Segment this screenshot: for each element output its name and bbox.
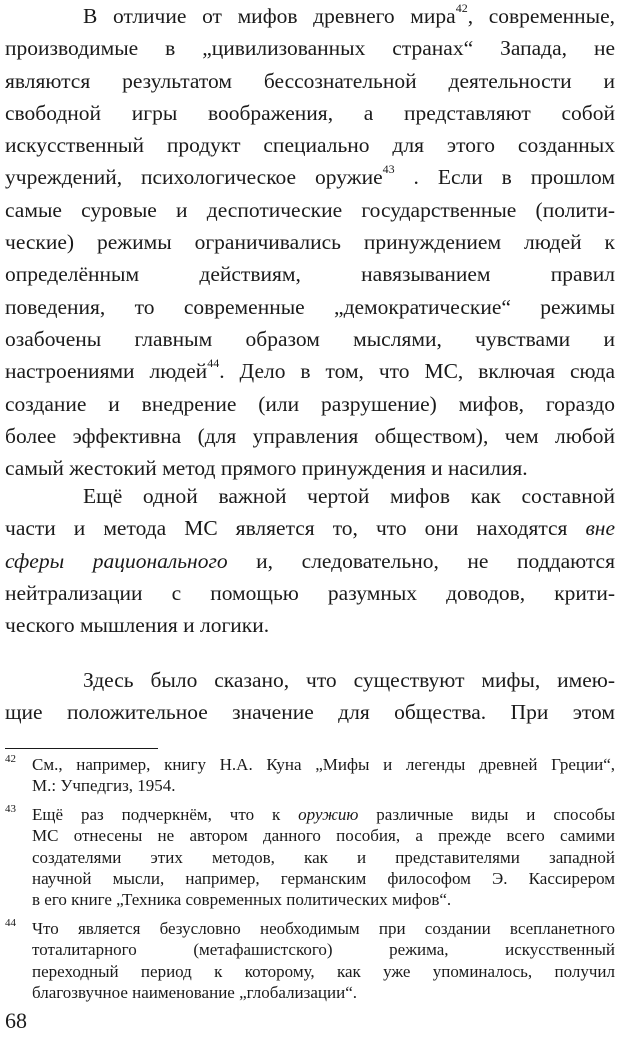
footnote-line: в его книге „Техника современных политических мифов“. [32, 890, 452, 910]
text-line: являются результатом бессознательной деятельности и [5, 68, 615, 93]
paragraph-3 [5, 664, 615, 729]
text-line: нейтрализации с помощью разумных доводов, крити- [5, 580, 615, 605]
footnote-ref-43[interactable]: 43 [382, 162, 395, 177]
text-line: ческие) режимы ограничивались принуждением людей к [5, 230, 615, 255]
footnote-number: 43 [5, 803, 16, 815]
footnote-line: создателями этих методов, как и представителями западной [32, 847, 615, 867]
footnote-line: научной мысли, например, германским философом Э. Кассирером [32, 868, 615, 888]
text-line: В отличие от мифов древнего мира$^{42}$, современные, [83, 1, 615, 28]
paragraph-2 [5, 480, 615, 641]
footnote-line: См., например, книгу Н.А. Куна „Мифы и легенды древней Греции“, [32, 755, 615, 774]
footnote-number: 42 [5, 753, 16, 765]
footnote-line: переходный период к которому, как уже упоминалось, получил [32, 961, 615, 981]
footnote-line: тоталитарного (метафашистского) режима, искусственный [32, 940, 615, 960]
footnote-line: Что является безусловно необходимым при создании всепланетного [32, 919, 615, 938]
text-line: самый жестокий метод прямого принуждения и насилия. [5, 456, 528, 481]
text-line: самые суровые и деспотические государственные (полити- [5, 197, 615, 222]
text-line: более эффективна (для управления обществом), чем любой [5, 423, 615, 448]
footnote-44 [5, 917, 615, 1003]
text-line: определённым действиям, навязыванием правил [5, 262, 615, 287]
footnote-line: МС отнесены не автором данного пособия, а прежде всего самими [32, 826, 615, 846]
footnote-line: М.: Учпедгиз, 1954. [32, 776, 176, 796]
footnote-ref-42[interactable]: 42 [455, 1, 468, 15]
footnote-line: благозвучное наименование „глобализации“. [32, 982, 358, 1002]
text-line: учреждений, психологическое оружие$^{43}$ . Если в прошлом [5, 162, 615, 190]
footnote-number: 44 [5, 917, 16, 929]
footnote-ref-44[interactable]: 44 [207, 356, 220, 371]
text-line: Ещё одной важной чертой мифов как составной [83, 484, 615, 508]
text-line: искусственный продукт специально для этого созданных [5, 133, 615, 158]
footnote-line: Ещё раз подчеркнём, что к оружию различные виды и способы [32, 805, 615, 824]
text-line: ческого мышления и логики. [5, 613, 270, 638]
footnote-43 [5, 803, 615, 910]
text-line: щие положительное значение для общества. При этом [5, 700, 615, 725]
text-line: настроениями людей$^{44}$. Дело в том, что МС, включая сюда [5, 356, 615, 384]
page-number: 68 [5, 1008, 27, 1033]
text-line: части и метода МС является то, что они находятся вне [5, 516, 615, 541]
text-line: озабочены главным образом мыслями, чувствами и [5, 326, 615, 351]
text-line: поведения, то современные „демократические“ режимы [5, 294, 615, 319]
text-line: производимые в „цивилизованных странах“ Запада, не [5, 36, 615, 61]
text-line: Здесь было сказано, что существуют мифы, имею- [83, 668, 615, 692]
paragraph-1 [5, 0, 615, 484]
footnote-divider [5, 748, 158, 749]
text-line: сферы рационального и, следовательно, не поддаются [5, 548, 615, 573]
footnote-42 [5, 753, 615, 797]
text-line: свободной игры воображения, а представляют собой [5, 100, 615, 125]
text-line: создание и внедрение (или разрушение) мифов, гораздо [5, 391, 615, 416]
